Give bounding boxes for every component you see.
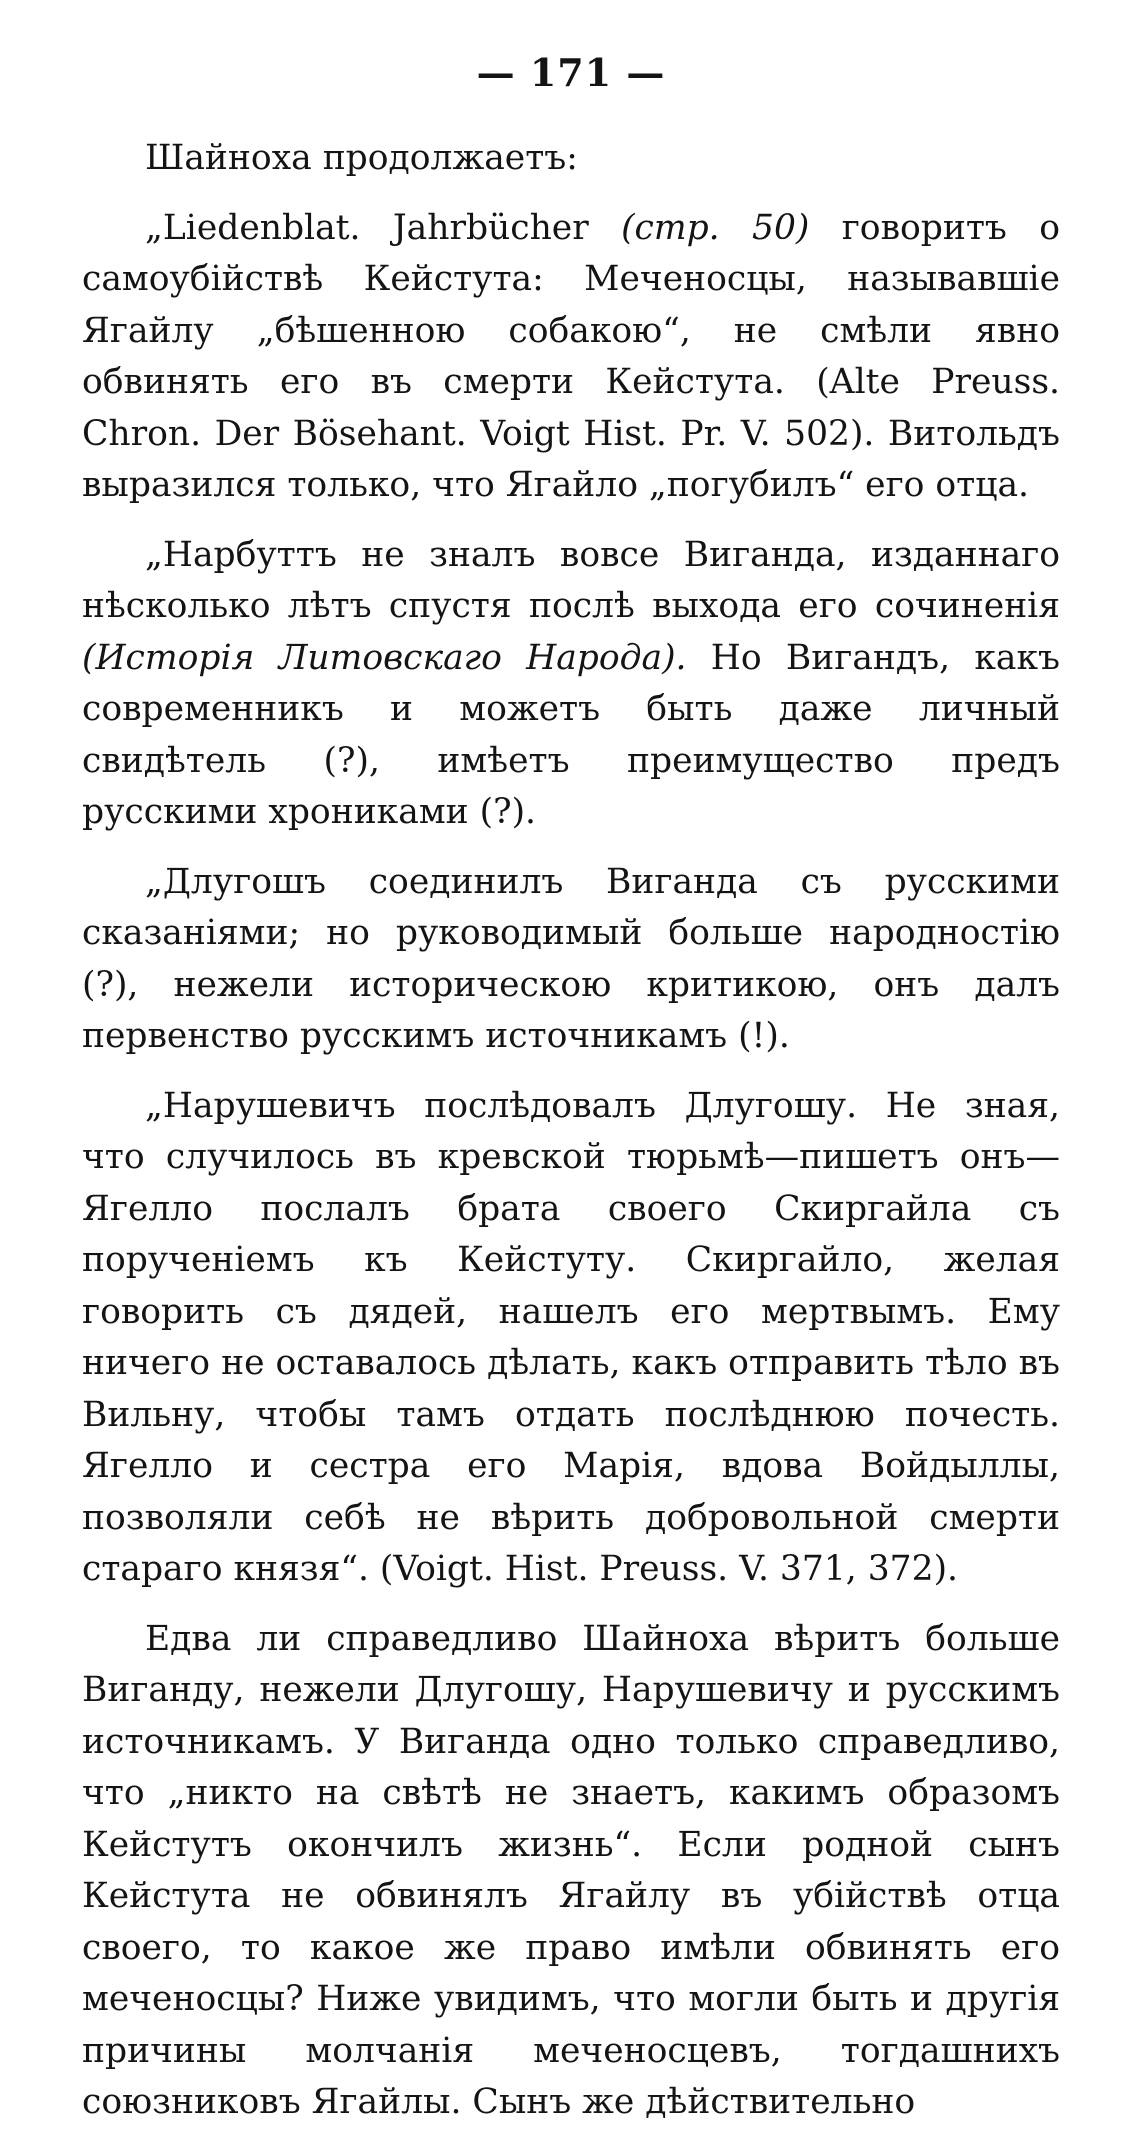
- paragraph-4-text: „Длугошъ соединилъ Виганда съ русскими сказаніями; но руководимый больше народностію (?), нежели историческою критикою, онъ далъ первенство русскимъ источникамъ (!).: [82, 861, 1060, 1056]
- paragraph-6: [82, 1614, 1060, 2129]
- paragraph-1-text: Шайноха продолжаетъ:: [145, 138, 578, 178]
- paragraph-5-text: „Нарушевичъ послѣдовалъ Длугошу. Не зная, что случилось въ кревской тюрьмѣ—пишетъ онъ—Ягелло послалъ брата своего Скиргайла съ порученіемъ къ Кейстуту. Скиргайло, желая говорить съ дядей, нашелъ его мертвымъ. Ему ничего не оставалось дѣлать, какъ отправить тѣло въ Вильну, чтобы тамъ отдать послѣднюю почесть. Ягелло и сестра его Марія, вдова Войдыллы, позволяли себѣ не вѣрить добровольной смерти стараго князя“. (Voigt. Hist. Preuss. V. 371, 372).: [82, 1085, 1060, 1589]
- paragraph-4: [82, 857, 1060, 1063]
- paragraph-2-italic-reference: (стр. 50): [621, 207, 810, 248]
- paragraph-3-text-after: Но Вигандъ, какъ современникъ и можетъ быть даже личный свидѣтель (?), имѣетъ преимущество предъ русскими хрониками (?).: [82, 637, 1060, 832]
- paragraph-6-text: Едва ли справедливо Шайноха вѣритъ больше Виганду, нежели Длугошу, Нарушевичу и русскимъ источникамъ. У Виганда одно только справедливо, что „никто на свѣтѣ не знаетъ, какимъ образомъ Кейстутъ окончилъ жизнь“. Если родной сынъ Кейстута не обвинялъ Ягайлу въ убійствѣ отца своего, то какое же право имѣли обвинять его меченосцы? Ниже увидимъ, что могли быть и другія причины молчанія меченосцевъ, тогдашнихъ союзниковъ Ягайлы. Сынъ же дѣйствительно: [82, 1618, 1060, 2122]
- paragraph-3-italic-reference: (Исторія Литовскаго Народа).: [82, 637, 687, 678]
- book-page: [82, 50, 1060, 2147]
- paragraph-5: [82, 1081, 1060, 1596]
- paragraph-2-text-after: говоритъ о самоубійствѣ Кейстута: Меченосцы, называвшіе Ягайлу „бѣшенною собакою“, не смѣли явно обвинять его въ смерти Кейстута. (Alte Preuss. Chron. Der Bösehant. Voigt Hist. Pr. V. 502). Витольдъ выразился только, что Ягайло „погубилъ“ его отца.: [82, 207, 1061, 505]
- paragraph-2-text-before: „Liedenblat. Jahrbücher: [145, 207, 622, 248]
- paragraph-1: [82, 133, 1060, 185]
- paragraph-3: [82, 530, 1060, 839]
- page-number: — 171 —: [476, 50, 666, 95]
- paragraph-3-text-before: „Нарбуттъ не зналъ вовсе Виганда, изданнаго нѣсколько лѣтъ спустя послѣ выхода его сочиненія: [82, 534, 1060, 626]
- paragraph-2: [82, 203, 1060, 512]
